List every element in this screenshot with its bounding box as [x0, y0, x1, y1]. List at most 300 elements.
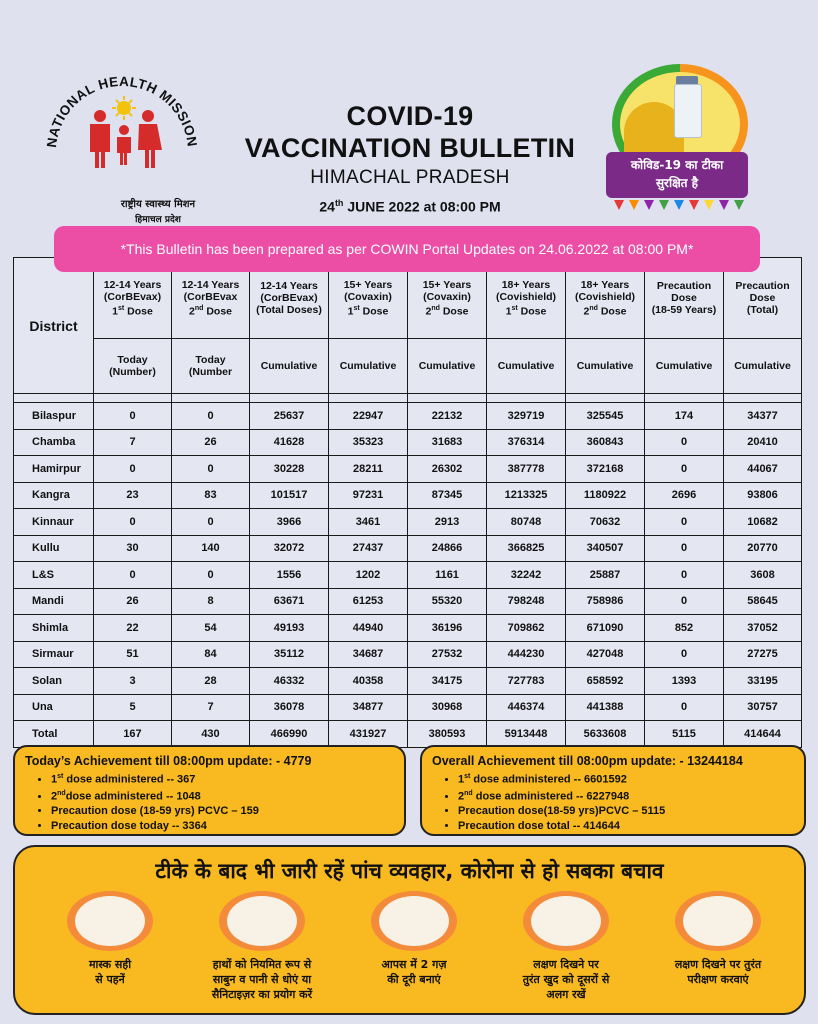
- column-header-text: 1: [347, 305, 354, 318]
- title-line-1: COVID-19: [346, 101, 474, 131]
- value-cell: 20410: [724, 429, 802, 456]
- value-cell: 30: [94, 535, 172, 562]
- value-cell: 93806: [724, 482, 802, 509]
- today-achievement-box: [13, 745, 406, 836]
- value-cell: 5: [94, 694, 172, 721]
- achievement-text: Precaution dose (18-59 yrs) PCVC – 159: [51, 805, 259, 818]
- ordinal-suffix: st: [464, 773, 471, 780]
- district-header: District: [14, 258, 94, 394]
- value-cell: 387778: [487, 456, 566, 483]
- spacer-cell: [645, 394, 724, 403]
- table-row: [14, 588, 802, 615]
- tip-caption-line: अलग रखें: [546, 988, 586, 1001]
- value-cell: 325545: [566, 403, 645, 430]
- value-cell: 431927: [329, 721, 408, 748]
- tip-caption-line: लक्षण दिखने पर: [533, 958, 599, 971]
- table-row: [14, 668, 802, 695]
- ordinal-suffix: nd: [57, 790, 66, 798]
- district-cell: Kullu: [14, 535, 94, 562]
- district-cell: Mandi: [14, 588, 94, 615]
- column-subheader: [408, 339, 487, 394]
- ordinal-suffix: nd: [431, 304, 440, 312]
- date-suffix: th: [334, 198, 344, 208]
- column-header-line: [329, 303, 407, 318]
- column-header-line: [94, 303, 171, 318]
- state-name: HIMACHAL PRADESH: [310, 167, 510, 188]
- test-icon: [675, 891, 761, 951]
- value-cell: 852: [645, 615, 724, 642]
- badge-line-2: सुरक्षित है: [655, 176, 699, 190]
- ordinal-suffix: nd: [464, 790, 473, 798]
- spacer-cell: [94, 394, 172, 403]
- ordinal-number: 1: [51, 773, 58, 786]
- notice-banner: *This Bulletin has been prepared as per COWIN Portal Updates on 24.06.2022 at 08:00 PM*: [54, 226, 760, 272]
- value-cell: 84: [172, 641, 250, 668]
- tip-caption: [646, 957, 790, 987]
- value-cell: 46332: [250, 668, 329, 695]
- spacer-cell: [172, 394, 250, 403]
- value-cell: 3: [94, 668, 172, 695]
- value-cell: 41628: [250, 429, 329, 456]
- column-header-text: Dose: [359, 305, 389, 318]
- ordinal-suffix: nd: [589, 304, 598, 312]
- behaviour-tip: [494, 891, 638, 1002]
- value-cell: 26: [172, 429, 250, 456]
- value-cell: 0: [645, 641, 724, 668]
- column-header-line: [487, 303, 565, 318]
- value-cell: 658592: [566, 668, 645, 695]
- column-header-line: [645, 304, 723, 316]
- value-cell: 671090: [566, 615, 645, 642]
- title-line-2: VACCINATION BULLETIN: [244, 133, 576, 163]
- value-cell: 20770: [724, 535, 802, 562]
- value-cell: 44067: [724, 456, 802, 483]
- value-cell: 33195: [724, 668, 802, 695]
- value-cell: 36078: [250, 694, 329, 721]
- overall-achievement-list: [432, 770, 794, 833]
- column-header-line: Precaution: [735, 280, 790, 292]
- value-cell: 25637: [250, 403, 329, 430]
- value-cell: 360843: [566, 429, 645, 456]
- value-cell: 30757: [724, 694, 802, 721]
- value-cell: 34877: [329, 694, 408, 721]
- value-cell: 58645: [724, 588, 802, 615]
- value-cell: 34377: [724, 403, 802, 430]
- nhm-logo: [38, 60, 208, 225]
- value-cell: 372168: [566, 456, 645, 483]
- value-cell: 0: [94, 562, 172, 589]
- column-header-line: (Covaxin): [423, 290, 471, 303]
- value-cell: 35323: [329, 429, 408, 456]
- behaviour-slogan: टीके के बाद भी जारी रहें पांच व्यवहार, कोरोना से हो सबका बचाव: [155, 859, 664, 883]
- column-subheader-line: (Number): [109, 366, 156, 378]
- column-subheader-line: Cumulative: [260, 360, 318, 372]
- covid-behaviour-panel: [13, 845, 806, 1015]
- district-cell: Kinnaur: [14, 509, 94, 536]
- value-cell: 0: [645, 509, 724, 536]
- achievement-text: dose administered -- 1048: [65, 790, 201, 803]
- value-cell: 28211: [329, 456, 408, 483]
- distance-icon: [371, 891, 457, 951]
- column-header-text: (Total Doses): [256, 304, 322, 316]
- column-header-line: (Covaxin): [344, 290, 392, 303]
- value-cell: 380593: [408, 721, 487, 748]
- spacer-cell: [329, 394, 408, 403]
- table-row: [14, 456, 802, 483]
- behaviour-tip: [342, 891, 486, 987]
- value-cell: 446374: [487, 694, 566, 721]
- table-row: [14, 641, 802, 668]
- value-cell: 0: [172, 509, 250, 536]
- column-subheader: [566, 339, 645, 394]
- value-cell: 49193: [250, 615, 329, 642]
- spacer-cell: [408, 394, 487, 403]
- handwash-icon: [219, 891, 305, 951]
- column-header-line: Dose: [671, 292, 697, 304]
- overall-achievement-heading: Overall Achievement till 08:00pm update: - 13244184: [432, 754, 743, 768]
- badge-line-1: कोविड-19 का टीका: [630, 158, 724, 172]
- value-cell: 34687: [329, 641, 408, 668]
- tip-caption-line: सैनिटाइज़र का प्रयोग करें: [211, 988, 313, 1001]
- value-cell: 174: [645, 403, 724, 430]
- table-row: [14, 562, 802, 589]
- isolate-icon: [523, 891, 609, 951]
- table-row: [14, 429, 802, 456]
- date-rest: JUNE 2022 at 08:00 PM: [343, 198, 501, 215]
- column-header-text: Dose: [203, 305, 232, 318]
- value-cell: 22: [94, 615, 172, 642]
- ordinal-number: 1: [458, 773, 465, 786]
- value-cell: 22947: [329, 403, 408, 430]
- spacer-cell: [724, 394, 802, 403]
- value-cell: 97231: [329, 482, 408, 509]
- value-cell: 27275: [724, 641, 802, 668]
- value-cell: 34175: [408, 668, 487, 695]
- nhm-subtitle: [78, 196, 238, 225]
- table-row: [14, 535, 802, 562]
- value-cell: 430: [172, 721, 250, 748]
- value-cell: 25887: [566, 562, 645, 589]
- column-header-line: 12-14 Years: [103, 278, 162, 291]
- ordinal-number: 2: [458, 790, 465, 803]
- column-header-text: 2: [583, 305, 590, 318]
- district-cell: Hamirpur: [14, 456, 94, 483]
- value-cell: 0: [172, 456, 250, 483]
- achievement-item: [51, 804, 394, 819]
- nhm-hindi-name: राष्ट्रीय स्वास्थ्य मिशन: [120, 199, 196, 210]
- column-subheader: [724, 339, 802, 394]
- value-cell: 758986: [566, 588, 645, 615]
- value-cell: 80748: [487, 509, 566, 536]
- value-cell: 70632: [566, 509, 645, 536]
- achievement-item: [458, 804, 794, 819]
- column-subheader-line: Today: [195, 354, 226, 366]
- column-header-text: (Total): [746, 304, 779, 316]
- tip-caption-line: लक्षण दिखने पर तुरंत: [674, 958, 762, 971]
- column-header-text: (18-59 Years): [651, 304, 717, 316]
- value-cell: 366825: [487, 535, 566, 562]
- value-cell: 2696: [645, 482, 724, 509]
- value-cell: 329719: [487, 403, 566, 430]
- ordinal-suffix: st: [353, 304, 360, 312]
- bulletin-title: [230, 100, 590, 216]
- svg-text:NATIONAL HEALTH MISSION: NATIONAL HEALTH MISSION: [44, 73, 200, 149]
- value-cell: 7: [172, 694, 250, 721]
- table-row: [14, 694, 802, 721]
- value-cell: 26: [94, 588, 172, 615]
- behaviour-tip: [190, 891, 334, 1002]
- table-row: [14, 482, 802, 509]
- value-cell: 32242: [487, 562, 566, 589]
- tip-caption-line: मास्क सही: [88, 958, 132, 971]
- value-cell: 727783: [487, 668, 566, 695]
- vaccination-table: [13, 257, 802, 748]
- column-subheader-line: (Number: [188, 366, 233, 378]
- value-cell: 1161: [408, 562, 487, 589]
- value-cell: 0: [172, 403, 250, 430]
- today-achievement-list: [25, 770, 394, 833]
- tip-picture-inner: [227, 896, 297, 946]
- column-header-line: [250, 304, 328, 316]
- column-header-line: Precaution: [656, 280, 712, 292]
- tip-caption-line: की दूरी बनाएं: [387, 973, 441, 986]
- achievement-text: Precaution dose total -- 414644: [458, 819, 620, 832]
- value-cell: 376314: [487, 429, 566, 456]
- tip-caption: [494, 957, 638, 1002]
- value-cell: 709862: [487, 615, 566, 642]
- date-day: 24: [319, 198, 335, 215]
- value-cell: 101517: [250, 482, 329, 509]
- value-cell: 7: [94, 429, 172, 456]
- tip-picture-inner: [379, 896, 449, 946]
- spacer-cell: [487, 394, 566, 403]
- value-cell: 140: [172, 535, 250, 562]
- ordinal-suffix: st: [511, 304, 518, 312]
- district-cell: Una: [14, 694, 94, 721]
- value-cell: 54: [172, 615, 250, 642]
- district-cell: Shimla: [14, 615, 94, 642]
- column-header-line: (CorBEvax: [183, 290, 238, 303]
- value-cell: 340507: [566, 535, 645, 562]
- value-cell: 10682: [724, 509, 802, 536]
- value-cell: 8: [172, 588, 250, 615]
- value-cell: 444230: [487, 641, 566, 668]
- column-subheader-line: Cumulative: [418, 360, 476, 372]
- value-cell: 3461: [329, 509, 408, 536]
- column-header-text: Dose: [597, 305, 627, 318]
- column-header-line: (CorBEvax): [103, 290, 162, 303]
- value-cell: 0: [94, 403, 172, 430]
- tip-caption-line: से पहनें: [95, 973, 125, 986]
- value-cell: 414644: [724, 721, 802, 748]
- column-subheader: [645, 339, 724, 394]
- column-subheader-line: Cumulative: [339, 360, 397, 372]
- value-cell: 1213325: [487, 482, 566, 509]
- spacer-cell: [566, 394, 645, 403]
- value-cell: 27532: [408, 641, 487, 668]
- behaviour-tip: [38, 891, 182, 987]
- district-cell: Bilaspur: [14, 403, 94, 430]
- column-header-line: 15+ Years: [422, 278, 472, 291]
- value-cell: 5913448: [487, 721, 566, 748]
- behaviour-tip: [646, 891, 790, 987]
- value-cell: 36196: [408, 615, 487, 642]
- column-header-text: Dose: [517, 305, 547, 318]
- value-cell: 55320: [408, 588, 487, 615]
- column-header-line: 12-14 Years: [181, 278, 240, 291]
- column-subheader: [329, 339, 408, 394]
- column-header-line: 18+ Years: [501, 278, 551, 291]
- achievement-item: [458, 787, 794, 804]
- column-header-line: (Covishield): [495, 290, 557, 303]
- today-achievement-heading: Today’s Achievement till 08:00pm update: - 4779: [25, 754, 312, 768]
- spacer-cell: [250, 394, 329, 403]
- column-header-line: 15+ Years: [343, 278, 393, 291]
- column-subheader: [172, 339, 250, 394]
- column-header-text: 1: [505, 305, 512, 318]
- ordinal-number: 2: [51, 790, 58, 803]
- value-cell: 5115: [645, 721, 724, 748]
- column-header-line: [724, 304, 801, 316]
- tip-picture-inner: [683, 896, 753, 946]
- achievement-item: [51, 787, 394, 804]
- value-cell: 23: [94, 482, 172, 509]
- bulletin-date: [230, 194, 590, 216]
- value-cell: 0: [172, 562, 250, 589]
- value-cell: 1202: [329, 562, 408, 589]
- ordinal-suffix: nd: [194, 304, 204, 312]
- column-subheader-line: Cumulative: [497, 360, 555, 372]
- value-cell: 28: [172, 668, 250, 695]
- district-cell: Total: [14, 721, 94, 748]
- value-cell: 24866: [408, 535, 487, 562]
- table-row: [14, 509, 802, 536]
- column-header-text: Dose: [439, 305, 469, 318]
- value-cell: 87345: [408, 482, 487, 509]
- value-cell: 0: [94, 509, 172, 536]
- column-header-line: [566, 303, 644, 318]
- value-cell: 466990: [250, 721, 329, 748]
- table-body: [14, 394, 802, 748]
- column-header-line: (Covishield): [574, 290, 636, 303]
- column-header-line: Dose: [749, 292, 776, 304]
- column-subheader-line: Cumulative: [655, 360, 713, 372]
- value-cell: 22132: [408, 403, 487, 430]
- tip-caption-line: तुरंत खुद को दूसरों से: [522, 973, 610, 986]
- achievement-text: dose administered -- 6227948: [472, 790, 630, 803]
- column-header-line: 18+ Years: [580, 278, 630, 291]
- value-cell: 5633608: [566, 721, 645, 748]
- achievement-text: Precaution dose(18-59 yrs)PCVC – 5115: [458, 805, 666, 818]
- column-header-line: [408, 303, 486, 318]
- value-cell: 1180922: [566, 482, 645, 509]
- value-cell: 26302: [408, 456, 487, 483]
- value-cell: 61253: [329, 588, 408, 615]
- column-header-text: 1: [112, 305, 118, 318]
- overall-achievement-box: [420, 745, 806, 836]
- district-cell: Kangra: [14, 482, 94, 509]
- table-row: [14, 403, 802, 430]
- value-cell: 30228: [250, 456, 329, 483]
- value-cell: 27437: [329, 535, 408, 562]
- district-cell: Solan: [14, 668, 94, 695]
- value-cell: 30968: [408, 694, 487, 721]
- achievement-text: dose administered -- 6601592: [470, 773, 627, 786]
- nhm-hindi-state: हिमाचल प्रदेश: [135, 215, 181, 225]
- value-cell: 0: [94, 456, 172, 483]
- column-subheader-line: Cumulative: [576, 360, 634, 372]
- value-cell: 167: [94, 721, 172, 748]
- column-header-text: Dose: [124, 305, 153, 318]
- bunting-decoration: [614, 200, 744, 212]
- achievement-text: dose administered -- 367: [63, 773, 196, 786]
- value-cell: 2913: [408, 509, 487, 536]
- district-cell: Chamba: [14, 429, 94, 456]
- value-cell: 427048: [566, 641, 645, 668]
- table-row: [14, 615, 802, 642]
- spacer-cell: [14, 394, 94, 403]
- value-cell: 3608: [724, 562, 802, 589]
- achievement-text: Precaution dose today -- 3364: [51, 819, 207, 832]
- column-subheader: [94, 339, 172, 394]
- column-subheader: [487, 339, 566, 394]
- value-cell: 1556: [250, 562, 329, 589]
- ordinal-suffix: st: [57, 773, 64, 780]
- tip-picture-inner: [531, 896, 601, 946]
- mask-icon: [67, 891, 153, 951]
- value-cell: 35112: [250, 641, 329, 668]
- column-header-text: 2: [425, 305, 432, 318]
- value-cell: 441388: [566, 694, 645, 721]
- column-header-line: 12-14 Years: [260, 280, 318, 292]
- ordinal-suffix: st: [118, 304, 125, 312]
- achievement-item: [458, 770, 794, 787]
- tip-caption-line: हाथों को नियमित रूप से: [212, 958, 312, 971]
- value-cell: 44940: [329, 615, 408, 642]
- value-cell: 798248: [487, 588, 566, 615]
- value-cell: 51: [94, 641, 172, 668]
- tip-caption: [342, 957, 486, 987]
- column-subheader-line: Today: [117, 354, 148, 366]
- value-cell: 37052: [724, 615, 802, 642]
- value-cell: 31683: [408, 429, 487, 456]
- value-cell: 40358: [329, 668, 408, 695]
- value-cell: 0: [645, 456, 724, 483]
- value-cell: 0: [645, 535, 724, 562]
- district-cell: L&S: [14, 562, 94, 589]
- value-cell: 0: [645, 429, 724, 456]
- achievement-item: [458, 819, 794, 834]
- value-cell: 1393: [645, 668, 724, 695]
- tip-caption-line: परीक्षण करवाएं: [687, 973, 749, 986]
- column-header-line: (CorBEvax): [260, 292, 318, 304]
- achievement-item: [51, 770, 394, 787]
- value-cell: 0: [645, 694, 724, 721]
- tip-caption-line: आपस में 2 गज़: [381, 958, 447, 971]
- table-subheader-row: [14, 339, 802, 394]
- value-cell: 83: [172, 482, 250, 509]
- achievement-item: [51, 819, 394, 834]
- vaccine-vial-icon: [674, 84, 702, 138]
- district-cell: Sirmaur: [14, 641, 94, 668]
- total-row: [14, 721, 802, 748]
- value-cell: 32072: [250, 535, 329, 562]
- value-cell: 0: [645, 562, 724, 589]
- tip-caption-line: साबुन व पानी से धोएं या: [212, 973, 312, 986]
- column-subheader-line: Cumulative: [734, 360, 791, 372]
- tip-caption: [190, 957, 334, 1002]
- tip-picture-inner: [75, 896, 145, 946]
